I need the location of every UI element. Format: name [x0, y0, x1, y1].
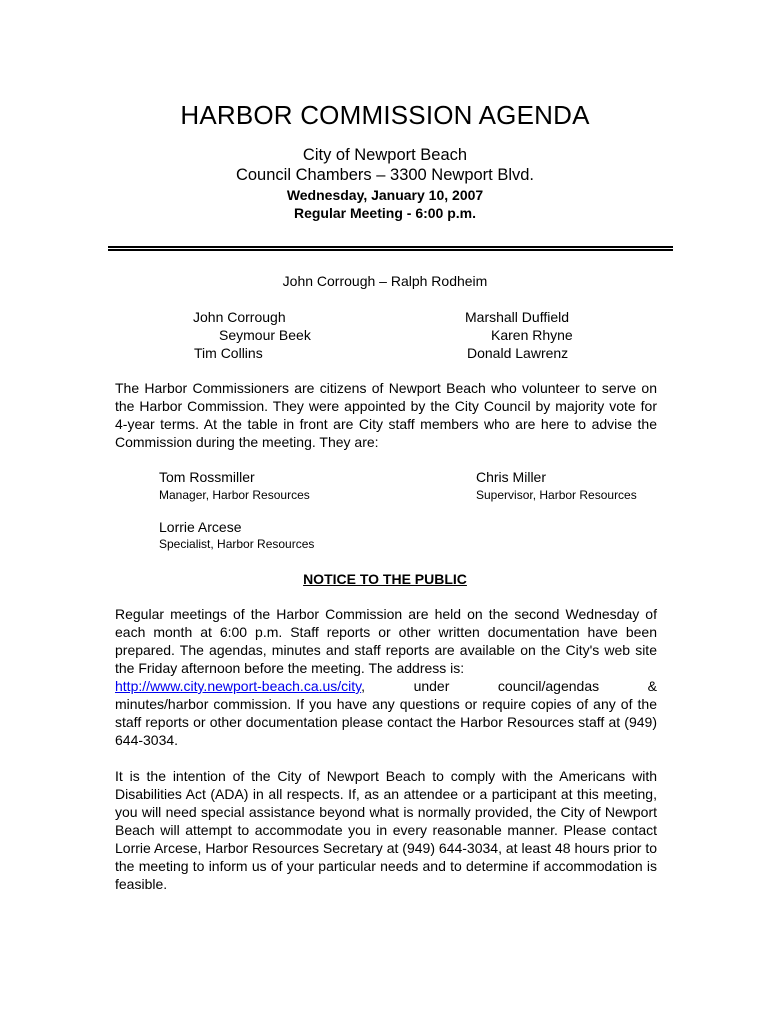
- agenda-title: HARBOR COMMISSION AGENDA: [180, 100, 590, 130]
- chairs-line: John Corrough – Ralph Rodheim: [282, 273, 488, 289]
- notice-text-link-after: , under council/agendas &: [361, 678, 657, 694]
- commissioner-name: Karen Rhyne: [491, 327, 573, 343]
- address-line: [115, 677, 657, 695]
- staff-name: Tom Rossmiller: [159, 469, 255, 485]
- meeting-date: Wednesday, January 10, 2007: [286, 187, 484, 203]
- notice-paragraph: [115, 605, 657, 749]
- notice-heading: NOTICE TO THE PUBLIC: [303, 571, 467, 587]
- notice-text-2: minutes/harbor commission. If you have any questions or require copies of any of the staff reports or other documentation please contact the Harbor Resources staff at (949) 644-3034.: [115, 696, 657, 748]
- notice-text-1: Regular meetings of the Harbor Commission are held on the second Wednesday of each month at 6:00 p.m. Staff reports or other written documentation have been prepared. The agendas, minutes and staff reports are available on the City's web site the Friday afternoon before the meeting. The address is:: [115, 606, 657, 676]
- commissioner-name: Marshall Duffield: [465, 309, 570, 325]
- staff-name: Lorrie Arcese: [159, 519, 242, 535]
- meeting-location: Council Chambers – 3300 Newport Blvd.: [235, 166, 535, 184]
- staff-title: Supervisor, Harbor Resources: [476, 488, 637, 502]
- staff-title: Specialist, Harbor Resources: [159, 537, 315, 551]
- commissioner-name: Tim Collins: [194, 345, 263, 361]
- commissioner-name: Seymour Beek: [219, 327, 311, 343]
- staff-name: Chris Miller: [476, 469, 546, 485]
- staff-title: Manager, Harbor Resources: [159, 488, 310, 502]
- commissioner-name: Donald Lawrenz: [467, 345, 569, 361]
- city-website-link[interactable]: http://www.city.newport-beach.ca.us/city: [115, 678, 362, 694]
- city-name: City of Newport Beach: [302, 146, 468, 164]
- commissioner-name: John Corrough: [193, 309, 286, 325]
- header-divider: [108, 246, 673, 253]
- meeting-time: Regular Meeting - 6:00 p.m.: [293, 205, 477, 221]
- ada-paragraph: It is the intention of the City of Newport Beach to comply with the Americans with Disabilities Act (ADA) in all respects. If, as an attendee or a participant at this meeting, you will need special assistance beyond what is normally provided, the City of Newport Beach will attempt to accommodate you in every reasonable manner. Please contact Lorrie Arcese, Harbor Resources Secretary at (949) 644-3034, at least 48 hours prior to the meeting to inform us of your particular needs and to determine if accommodation is feasible.: [115, 768, 657, 892]
- intro-paragraph: The Harbor Commissioners are citizens of Newport Beach who volunteer to serve on the Harbor Commission. They were appointed by the City Council by majority vote for 4-year terms. At the table in front are City staff members who are here to advise the Commission during the meeting. They are:: [115, 380, 657, 450]
